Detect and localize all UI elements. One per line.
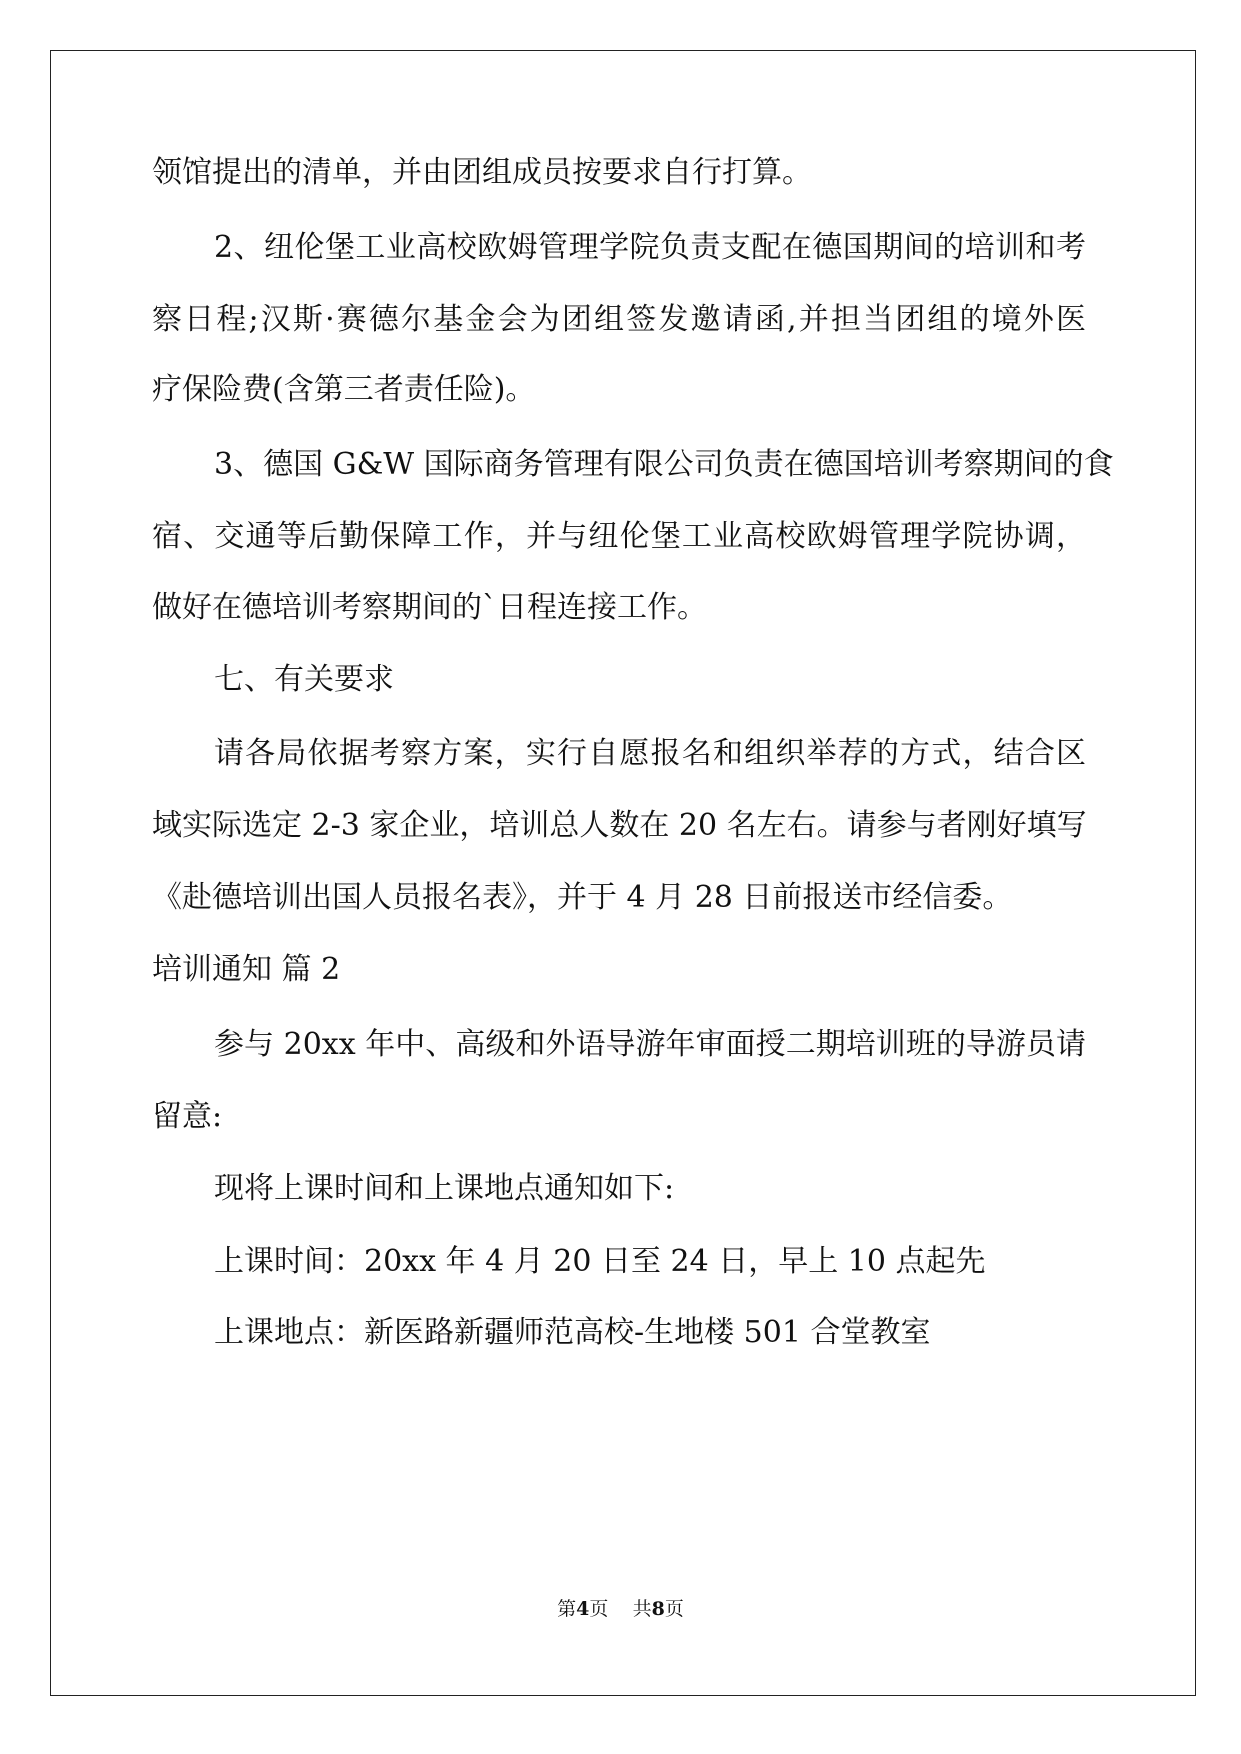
total-page-number: 8 (651, 1598, 665, 1620)
paragraph-line: 留意: (152, 1099, 223, 1134)
page-footer (0, 1594, 1241, 1621)
paragraph-line: 领馆提出的清单，并由团组成员按要求自行打算。 (152, 155, 812, 190)
footer-suffix: 页 (664, 1598, 684, 1620)
paragraph-line: 察日程;汉斯·赛德尔基金会为团组签发邀请函,并担当团组的境外医 (152, 302, 1086, 337)
footer-mid: 页 共 (589, 1598, 652, 1620)
current-page-number: 4 (576, 1598, 590, 1620)
paragraph-line: 疗保险费(含第三者责任险)。 (152, 372, 536, 407)
paragraph-line: 现将上课时间和上课地点通知如下: (214, 1171, 675, 1206)
page-border (50, 50, 1196, 1696)
paragraph-line: 域实际选定 2-3 家企业，培训总人数在 20 名左右。请参与者刚好填写 (152, 808, 1087, 843)
paragraph-line: 做好在德培训考察期间的`日程连接工作。 (152, 590, 707, 625)
paragraph-line: 《赴德培训出国人员报名表》，并于 4 月 28 日前报送市经信委。 (152, 880, 1013, 915)
footer-prefix: 第 (557, 1598, 577, 1620)
paragraph-line: 上课地点：新医路新疆师范高校-生地楼 501 合堂教室 (214, 1315, 931, 1350)
paragraph-line: 上课时间：20xx 年 4 月 20 日至 24 日，早上 10 点起先 (214, 1244, 986, 1279)
section-heading: 七、有关要求 (214, 662, 394, 697)
paragraph-line: 参与 20xx 年中、高级和外语导游年审面授二期培训班的导游员请 (214, 1027, 1086, 1062)
paragraph-line: 3、德国 G&W 国际商务管理有限公司负责在德国培训考察期间的食 (214, 447, 1114, 482)
article-title: 培训通知 篇 2 (152, 952, 341, 987)
paragraph-line: 宿、交通等后勤保障工作，并与纽伦堡工业高校欧姆管理学院协调， (152, 519, 1086, 554)
paragraph-line: 请各局依据考察方案，实行自愿报名和组织举荐的方式，结合区 (214, 736, 1086, 771)
paragraph-line: 2、纽伦堡工业高校欧姆管理学院负责支配在德国期间的培训和考 (214, 230, 1086, 265)
